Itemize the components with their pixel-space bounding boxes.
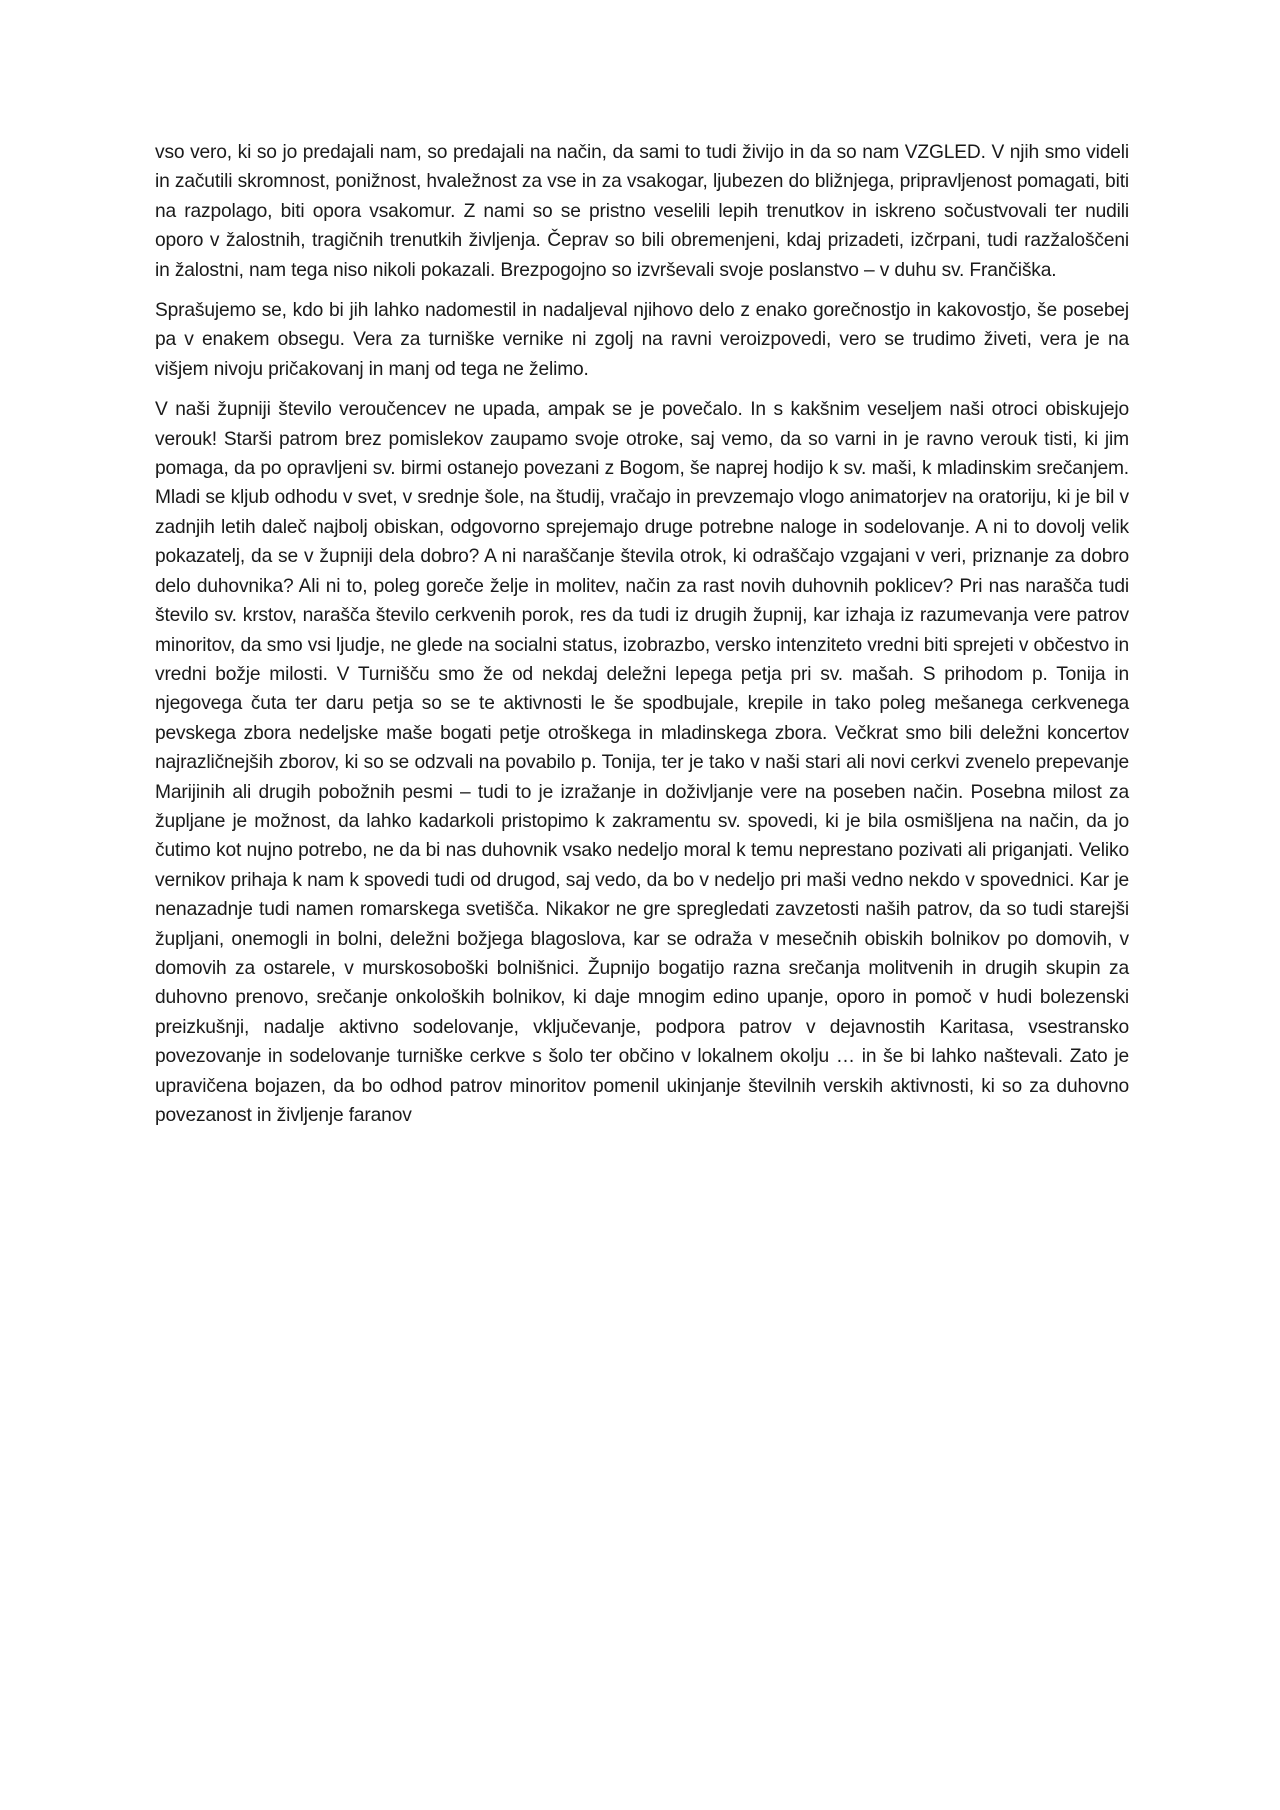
paragraph-example-of-friars: vso vero, ki so jo predajali nam, so predajali na način, da sami to tudi živijo in da so nam VZGLED. V njih smo videli in začutili skromnost, ponižnost, hvaležnost za vse in za vsakogar, ljubezen do bližnjega, pripravljenost pomagati, biti na razpolago, biti opora vsakomur. Z nami so se pristno veselili lepih trenutkov in iskreno sočustvovali ter nudili oporo v žalostnih, tragičnih trenutkih življenja. Čeprav so bili obremenjeni, kdaj prizadeti, izčrpani, tudi razžaloščeni in žalostni, nam tega niso nikoli pokazali. Brezpogojno so izvrševali svoje poslanstvo – v duhu sv. Frančiška. — [155, 142, 1129, 281]
paragraph-who-could-replace: Sprašujemo se, kdo bi jih lahko nadomestil in nadaljeval njihovo delo z enako gorečnostjo in kakovostjo, še posebej pa v enakem obsegu. Vera za turniške vernike ni zgolj na ravni veroizpovedi, vero se trudimo živeti, vera je na višjem nivoju pričakovanj in manj od tega ne želimo. — [155, 300, 1129, 380]
document-page — [155, 138, 1129, 1141]
paragraph-parish-activities: V naši župniji število veroučencev ne upada, ampak se je povečalo. In s kakšnim veseljem naši otroci obiskujejo verouk! Starši patrom brez pomislekov zaupamo svoje otroke, saj vemo, da so varni in je ravno verouk tisti, ki jim pomaga, da po opravljeni sv. birmi ostanejo povezani z Bogom, še naprej hodijo k sv. maši, k mladinskim srečanjem. Mladi se kljub odhodu v svet, v srednje šole, na študij, vračajo in prevzemajo vlogo animatorjev na oratoriju, ki je bil v zadnjih letih daleč najbolj obiskan, odgovorno sprejemajo druge potrebne naloge in sodelovanje. A ni to dovolj velik pokazatelj, da se v župniji dela dobro? A ni naraščanje števila otrok, ki odraščajo vzgajani v veri, priznanje za dobro delo duhovnika? Ali ni to, poleg goreče želje in molitev, način za rast novih duhovnih poklicev? Pri nas narašča tudi število sv. krstov, narašča število cerkvenih porok, res da tudi iz drugih župnij, kar izhaja iz razumevanja vere patrov minoritov, da smo vsi ljudje, ne glede na socialni status, izobrazbo, versko intenziteto vredni biti sprejeti v občestvo in vredni božje milosti. V Turnišču smo že od nekdaj deležni lepega petja pri sv. mašah. S prihodom p. Tonija in njegovega čuta ter daru petja so se te aktivnosti le še spodbujale, krepile in tako poleg mešanega cerkvenega pevskega zbora nedeljske maše bogati petje otroškega in mladinskega zbora. Večkrat smo bili deležni koncertov najrazličnejših zborov, ki so se odzvali na povabilo p. Tonija, ter je tako v naši stari ali novi cerkvi zvenelo prepevanje Marijinih ali drugih pobožnih pesmi – tudi to je izražanje in doživljanje vere na poseben način. Posebna milost za župljane je možnost, da lahko kadarkoli pristopimo k zakramentu sv. spovedi, ki je bila osmišljena na način, da jo čutimo kot nujno potrebo, ne da bi nas duhovnik vsako nedeljo moral k temu neprestano pozivati ali priganjati. Veliko vernikov prihaja k nam k spovedi tudi od drugod, saj vedo, da bo v nedeljo pri maši vedno nekdo v spovednici. Kar je nenazadnje tudi namen romarskega svetišča. Nikakor ne gre spregledati zavzetosti naših patrov, da so tudi starejši župljani, onemogli in bolni, deležni božjega blagoslova, kar se odraža v mesečnih obiskih bolnikov po domovih, v domovih za ostarele, v murskosoboški bolnišnici. Župnijo bogatijo razna srečanja molitvenih in drugih skupin za duhovno prenovo, srečanje onkoloških bolnikov, ki daje mnogim edino upanje, oporo in pomoč v hudi bolezenski preizkušnji, nadalje aktivno sodelovanje, vključevanje, podpora patrov v dejavnostih Karitasa, vsestransko povezovanje in sodelovanje turniške cerkve s šolo ter občino v lokalnem okolju … in še bi lahko naštevali. Zato je upravičena bojazen, da bo odhod patrov minoritov pomenil ukinjanje številnih verskih aktivnosti, ki so za duhovno povezanost in življenje faranov — [155, 399, 1129, 1126]
